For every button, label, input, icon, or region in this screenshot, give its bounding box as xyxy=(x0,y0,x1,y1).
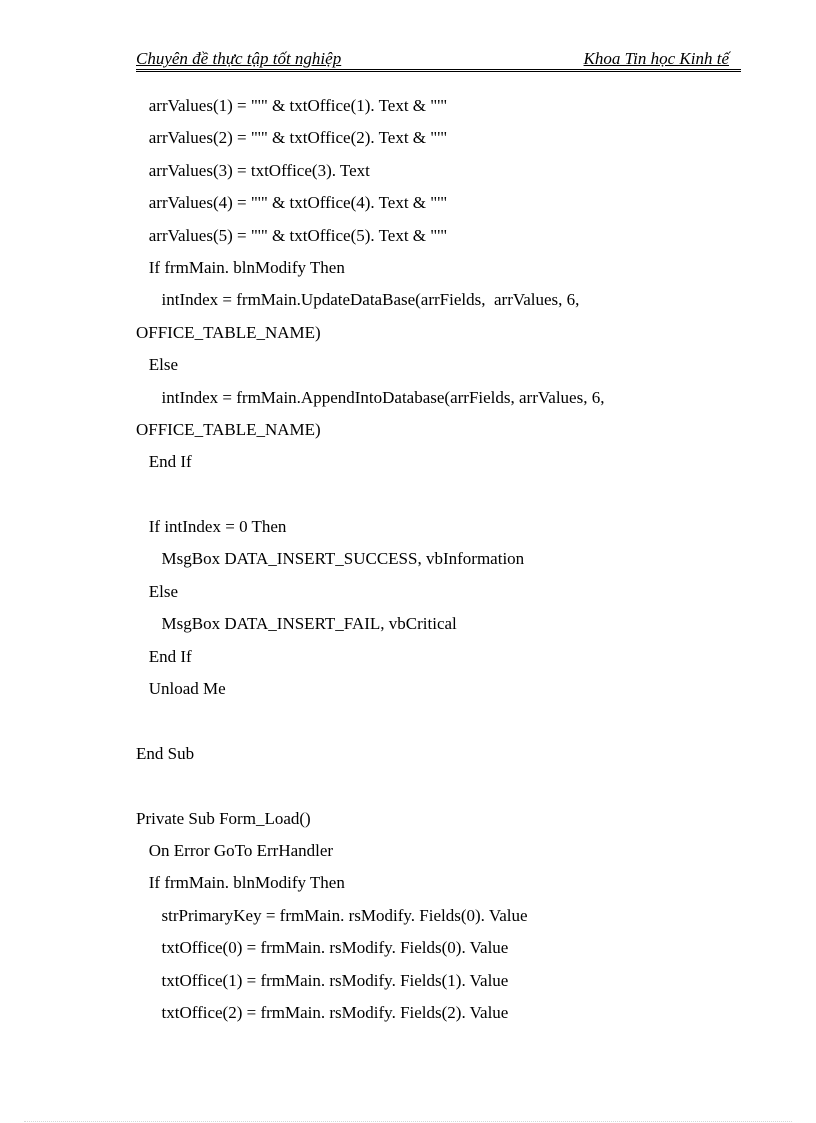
code-line: arrValues(3) = txtOffice(3). Text xyxy=(136,160,370,180)
code-line: MsgBox DATA_INSERT_SUCCESS, vbInformation xyxy=(136,549,525,569)
code-line: Unload Me xyxy=(136,679,226,699)
code-line: intIndex = frmMain.UpdateDataBase(arrFields, arrValues, 6, xyxy=(136,290,580,310)
code-line: If intIndex = 0 Then xyxy=(136,517,287,537)
header-right-title: Khoa Tin học Kinh tế xyxy=(583,49,729,68)
code-line: intIndex = frmMain.AppendIntoDatabase(arrFields, arrValues, 6, xyxy=(136,387,605,407)
code-line: txtOffice(1) = frmMain. rsModify. Fields(1). Value xyxy=(136,970,509,990)
code-line: txtOffice(0) = frmMain. rsModify. Fields(0). Value xyxy=(136,938,509,958)
code-listing xyxy=(136,94,746,1033)
code-line: OFFICE_TABLE_NAME) xyxy=(136,322,321,342)
code-line: strPrimaryKey = frmMain. rsModify. Fields(0). Value xyxy=(136,905,528,925)
code-line: Else xyxy=(136,355,179,375)
header-left-title: Chuyên đề thực tập tốt nghiệp xyxy=(136,49,342,68)
code-line: arrValues(1) = "'" & txtOffice(1). Text & "'" xyxy=(136,96,448,115)
code-line: End If xyxy=(136,646,192,666)
blank-line xyxy=(136,774,746,806)
blank-line xyxy=(136,709,746,741)
code-line: If frmMain. blnModify Then xyxy=(136,873,345,893)
page-header xyxy=(136,47,741,72)
code-line: On Error GoTo ErrHandler xyxy=(136,840,334,860)
code-line: arrValues(5) = "'" & txtOffice(5). Text & "'" xyxy=(136,225,448,245)
code-line: arrValues(4) = "'" & txtOffice(4). Text & "'" xyxy=(136,193,448,213)
blank-line xyxy=(136,483,746,515)
code-line: txtOffice(2) = frmMain. rsModify. Fields(2). Value xyxy=(136,1002,509,1022)
code-line: OFFICE_TABLE_NAME) xyxy=(136,419,321,439)
code-line: If frmMain. blnModify Then xyxy=(136,257,345,277)
code-line: MsgBox DATA_INSERT_FAIL, vbCritical xyxy=(136,614,457,634)
code-line: End Sub xyxy=(136,743,195,763)
code-line: Private Sub Form_Load() xyxy=(136,808,311,828)
code-line: Else xyxy=(136,581,179,601)
page-bottom-divider xyxy=(24,1121,792,1122)
code-line: End If xyxy=(136,452,192,472)
code-line: arrValues(2) = "'" & txtOffice(2). Text & "'" xyxy=(136,128,448,148)
